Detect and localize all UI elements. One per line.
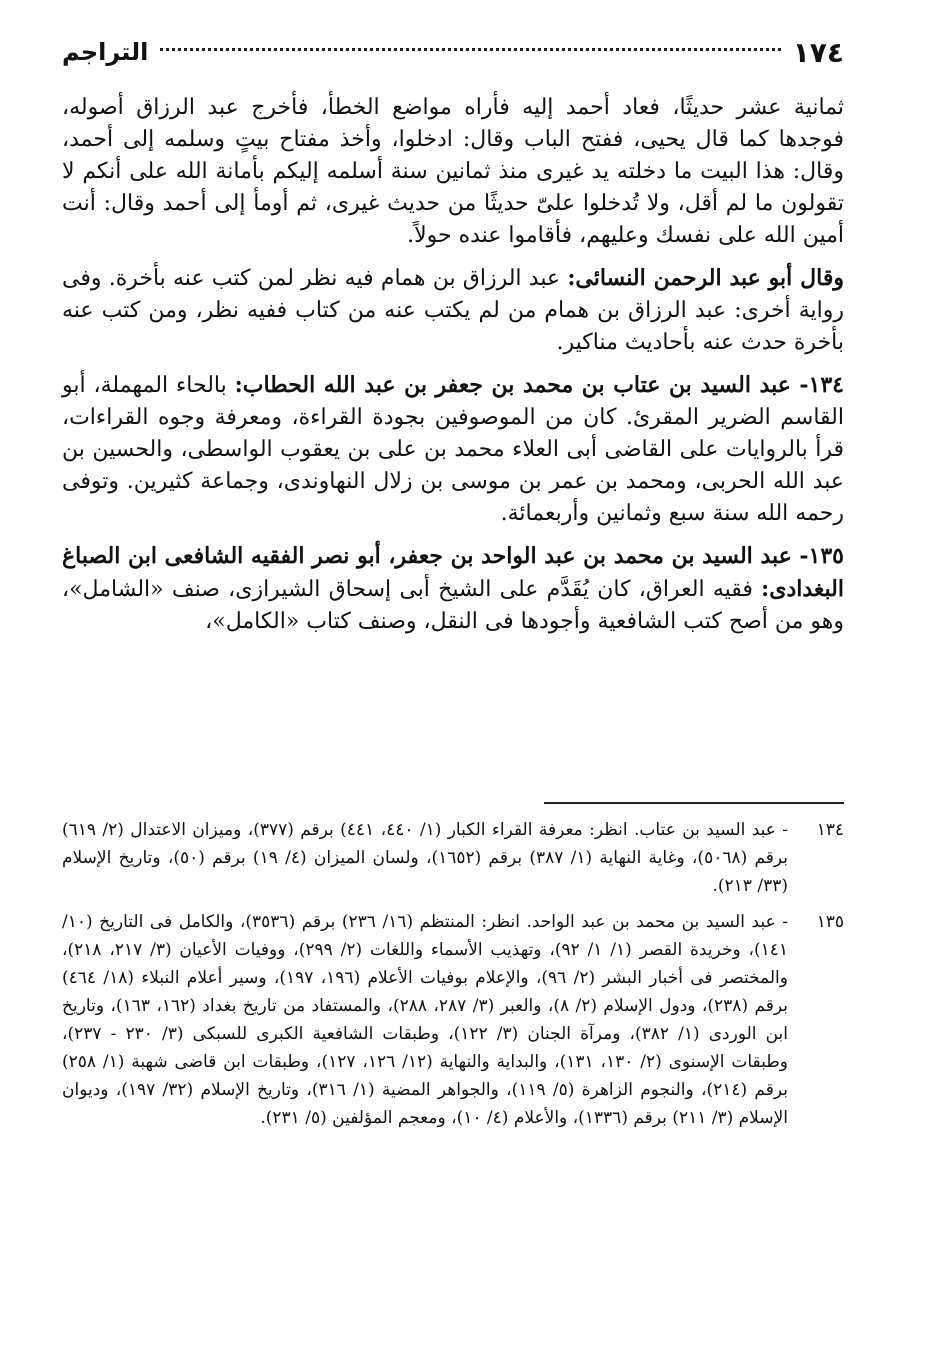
footnote-135	[62, 908, 844, 1132]
paragraph-abdurrazzaq-story: ثمانية عشر حديثًا، فعاد أحمد إليه فأراه مواضع الخطأ، فأخرج عبد الرزاق أصوله، فوجدها كما قال يحيى، ففتح الباب وقال: ادخلوا، وأخذ مفتاح بيتٍ وسلمه إلى أحمد، وقال: هذا البيت ما دخلته يد غيرى منذ ثمانين سنة أسلمه إليكم بأمانة الله على أنكم لا تقولون ما لم أقل، ولا تُدخلوا علىّ حديثًا من حديث غيرى، ثم أومأ إلى أحمد وقال: أنت أمين الله على نفسك وعليهم، فأقاموا عنده حولاً.	[62, 95, 844, 248]
nasai-lead: وقال أبو عبد الرحمن النسائى:	[567, 265, 844, 291]
footnotes	[62, 816, 844, 1140]
main-text	[62, 92, 844, 648]
entry-135	[62, 540, 844, 638]
footnote-number: ١٣٥	[816, 912, 844, 932]
entry-134-text: بالحاء المهملة، أبو القاسم الضرير المقرئ. كان من الموصوفين بجودة القراءة، ومعرفة وجوه القراءات، قرأ بالروايات على القاضى أبى العلاء محمد بن على بن يعقوب الواسطى، والحسين بن عبد الله الحربى، ومحمد بن عمر بن موسى بن زلال النهاوندى، وجماعة كثيرين. وتوفى رحمه الله سنة سبع وثمانين وأربعمائة.	[62, 373, 844, 526]
header-dotted-leader	[160, 48, 780, 51]
footnote-number: ١٣٤	[816, 820, 844, 840]
entry-135-heading: ١٣٥- عبد السيد بن محمد بن عبد الواحد بن جعفر، أبو نصر الفقيه الشافعى ابن الصباغ البغدادى:	[61, 543, 844, 602]
page-number: ١٧٤	[792, 35, 844, 69]
section-title: التراجم	[62, 38, 149, 66]
paragraph-nasai-quote	[62, 262, 844, 359]
footnote-text: - عبد السيد بن محمد بن عبد الواحد. انظر: المنتظم (١٦/ ٢٣٦) برقم (٣٥٣٦)، والكامل فى التاريخ (١٠/ ١٤١)، وخريدة القصر (١/ ١/ ٩٢)، وتهذيب الأسماء واللغات (٢/ ٢٩٩)، ووفيات الأعيان (٣/ ٢١٧، ٢١٨)، والمختصر فى أخبار البشر (٢/ ٩٦)، والإعلام بوفيات الأعلام (١٩٦، ١٩٧)، وسير أعلام النبلاء (١٨/ ٤٦٤) برقم (٢٣٨)، ودول الإسلام (٢/ ٨)، والعبر (٣/ ٢٨٧، ٢٨٨)، والمستفاد من تاريخ بغداد (١٦٢، ١٦٣)، وتاريخ ابن الوردى (١/ ٣٨٢)، ومرآة الجنان (٣/ ١٢٢)، وطبقات الشافعية الكبرى للسبكى (٣/ ٢٣٠ - ٢٣٧)، وطبقات الإسنوى (٢/ ١٣٠، ١٣١)، والبداية والنهاية (١٢/ ١٢٦، ١٢٧)، وطبقات ابن قاضى شهبة (١/ ٢٥٨) برقم (٢١٤)، والنجوم الزاهرة (٥/ ١١٩)، والجواهر المضية (١/ ٣١٦)، وتاريخ الإسلام (٣٢/ ١٩٧)، وديوان الإسلام (٣/ ٢١١) برقم (١٣٣٦)، والأعلام (٤/ ١٠)، ومعجم المؤلفين (٥/ ٢٣١).	[62, 912, 789, 1128]
entry-134	[62, 369, 844, 530]
footnote-text: - عبد السيد بن عتاب. انظر: معرفة القراء الكبار (١/ ٤٤٠، ٤٤١) برقم (٣٧٧)، وميزان الاعتدال (٢/ ٦١٩) برقم (٥٠٦٨)، وغاية النهاية (١/ ٣٨٧) برقم (١٦٥٢)، ولسان الميزان (٤/ ١٩) برقم (٥٠)، وتاريخ الإسلام (٣٣/ ٢١٣).	[62, 820, 789, 896]
footnote-separator	[544, 802, 844, 804]
entry-135-text: فقيه العراق، كان يُقَدَّم على الشيخ أبى إسحاق الشيرازى، صنف «الشامل»، وهو من أصح كتب الشافعية وأجودها فى النقل، وصنف كتاب «الكامل»،	[62, 577, 844, 634]
footnote-134	[62, 816, 844, 900]
running-header	[62, 32, 844, 72]
nasai-text: عبد الرزاق بن همام فيه نظر لمن كتب عنه بأخرة. وفى رواية أخرى: عبد الرزاق بن همام من لم يكتب عنه من كتاب ففيه نظر، ومن كتب عنه بأخرة حدث عنه بأحاديث مناكير.	[62, 266, 844, 355]
entry-134-heading: ١٣٤- عبد السيد بن عتاب بن محمد بن جعفر بن عبد الله الحطاب:	[234, 372, 844, 398]
